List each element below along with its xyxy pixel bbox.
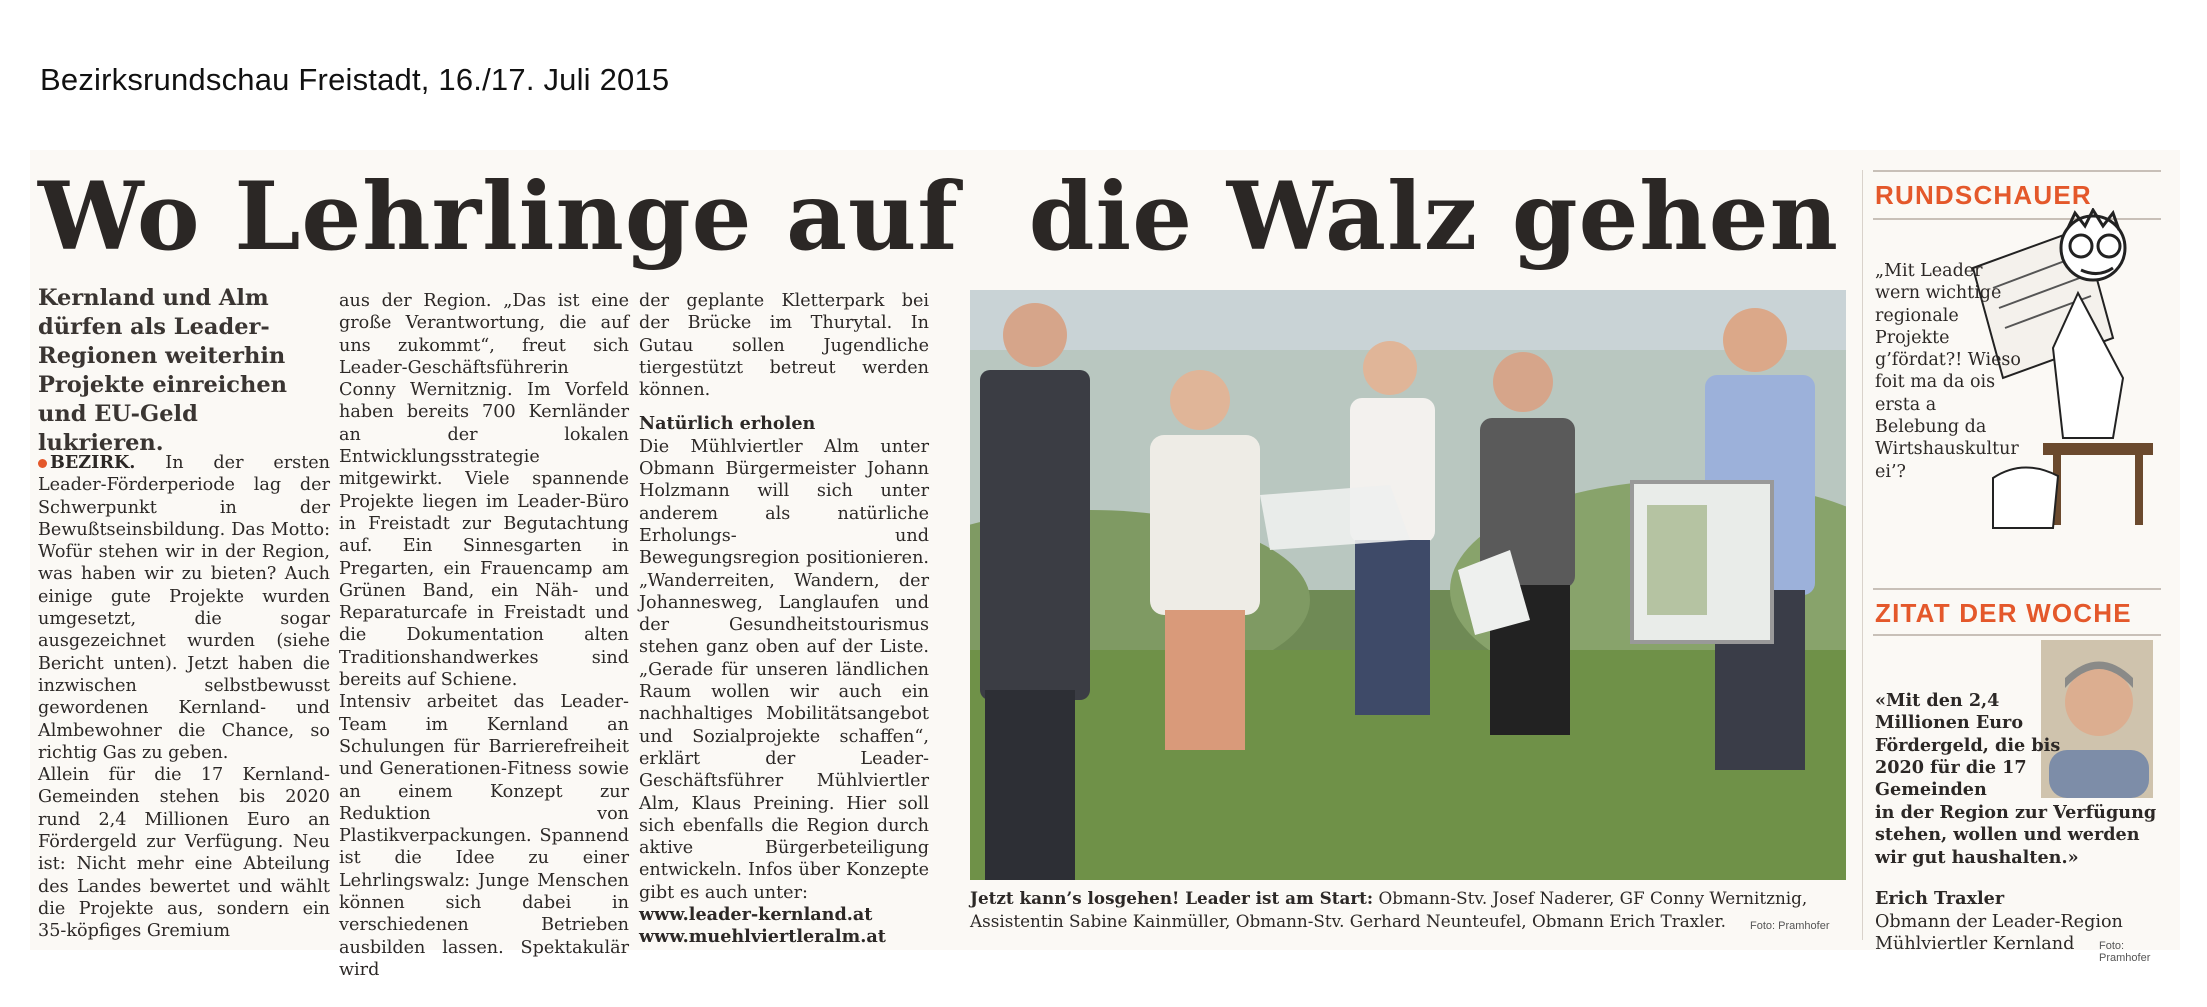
- article-column-3: [639, 290, 929, 949]
- quote-part1: «Mit den 2,4 Millionen Euro Fördergeld, die bis 2020 für die 17 Gemeinden: [1875, 690, 2061, 801]
- rundschauer-text: „Mit Leader wern wichtige regionale Projekte g’fördat?! Wieso foit ma da ois ersta a Belebung da Wirtshauskultur ei’?: [1875, 261, 2021, 482]
- paragraph: Intensiv arbeitet das Leader-Team im Kernland an Schulungen für Barrierefreiheit und Generationen-Fitness sowie an einem Konzept zur Reduktion von Plastikverpackungen. Spannend ist die Idee zu einer Lehrlingswalz: Junge Menschen können sich dabei in verschiedenen Betrieben ausbilden lassen. Spektakulär wird: [339, 692, 629, 980]
- group-photo-illustration: [970, 290, 1846, 880]
- group-photo: [970, 290, 1846, 880]
- subheading: Natürlich erholen: [639, 413, 816, 435]
- paragraph: Die Mühlviertler Alm unter Obmann Bürgermeister Johann Holzmann will sich unter anderem als natürliche Erholungs- und Bewegungsregion positionieren. „Wanderreiten, Wandern, der Johannesweg, Langlaufen und der Gesundheitstourismus stehen ganz oben auf der Liste. „Gerade für unseren ländlichen Raum wollen wir auch ein nachhaltiges Mobilitätsangebot und Sozialprojekte schaffen“, erklärt der Leader-Geschäftsführer Mühlviertler Alm, Klaus Preining. Hier soll sich ebenfalls die Region durch aktive Bürgerbeteiligung entwickeln. Infos über Konzepte gibt es auch unter:: [639, 436, 929, 903]
- deck: Kernland und Alm dürfen als Leader-Regionen weiterhin Projekte einreichen und EU-Geld lukrieren.: [38, 285, 288, 456]
- headline: [38, 162, 1839, 272]
- quote-part2: in der Region zur Verfügung stehen, wollen und werden wir gut haushalten.»: [1875, 802, 2157, 868]
- photo-credit: Foto: Pramhofer: [1750, 920, 1830, 932]
- headline-part2: die Walz gehen: [1028, 162, 1839, 272]
- paragraph: In der ersten Leader-Förderperiode lag der Schwerpunkt in der Bewußtseinsbildung. Das Motto: Wofür stehen wir in der Region, was haben wir zu bieten? Auch einige gute Projekte wurden umgesetzt, die sogar ausgezeichnet wurden (siehe Bericht unten). Jetzt haben die inzwischen selbstbewusst gewordenen Kernland- und Almbewohner die Chance, so richtig Gas zu geben.: [38, 453, 331, 763]
- divider: [1873, 588, 2161, 590]
- paragraph: aus der Region. „Das ist eine große Verantwortung, die auf uns zukommt“, freut sich Leader-Geschäftsführerin Conny Wernitznig. Im Vorfeld haben bereits 700 Kernländer an der lokalen Entwicklungsstrategie mitgewirkt. Viele spannende Projekte liegen im Leader-Büro in Freistadt zur Begutachtung auf. Ein Sinnesgarten in Pregarten, ein Frauencamp am Grünen Band, ein Näh- und Reparaturcafe in Freistadt und die Dokumentation alten Traditionshandwerkes sind bereits auf Schiene.: [339, 291, 629, 691]
- rundschauer-title: RUNDSCHAUER: [1875, 180, 2092, 210]
- sidebar: [1862, 170, 2163, 964]
- divider: [1873, 170, 2161, 172]
- bullet-icon: [38, 459, 47, 468]
- link-leader-kernland[interactable]: www.leader-kernland.at: [639, 904, 873, 926]
- quoted-person-role: Obmann der Leader-Region Mühlviertler Kernland: [1875, 912, 2123, 955]
- portrait-credit: Foto: Pramhofer: [2099, 940, 2151, 964]
- article-column-1: [38, 452, 330, 943]
- quoted-person-name: Erich Traxler: [1875, 888, 2005, 909]
- zitat-title: ZITAT DER WOCHE: [1875, 598, 2132, 628]
- paragraph: Allein für die 17 Kernland-Gemeinden stehen bis 2020 rund 2,4 Millionen Euro an Fördergeld zur Verfügung. Neu ist: Nicht mehr eine Abteilung des Landes bewertet und wählt die Projekte aus, sondern ein 35-köpfiges Gremium: [38, 765, 330, 942]
- source-line: Bezirksrundschau Freistadt, 16./17. Juli 2015: [40, 62, 670, 97]
- article-column-2: [339, 290, 629, 981]
- link-muehlviertleralm[interactable]: www.muehlviertleralm.at: [639, 926, 886, 948]
- paragraph: der geplante Kletterpark bei der Brücke im Thurytal. In Gutau sollen Jugendliche tiergestützt betreut werden können.: [639, 291, 929, 401]
- dateline: BEZIRK.: [50, 452, 136, 473]
- newspaper-clipping: [30, 150, 2180, 980]
- caption-lead: Jetzt kann’s losgehen! Leader ist am Start:: [970, 888, 1374, 908]
- headline-part1: Wo Lehrlinge auf: [38, 162, 959, 272]
- caption-text: Obmann-Stv. Josef Naderer, GF Conny Wernitznig, Assistentin Sabine Kainmüller, Obmann-Stv. Gerhard Neunteufel, Obmann Erich Traxler.: [970, 888, 1808, 931]
- divider: [1873, 634, 2161, 636]
- photo-caption: [970, 887, 1850, 933]
